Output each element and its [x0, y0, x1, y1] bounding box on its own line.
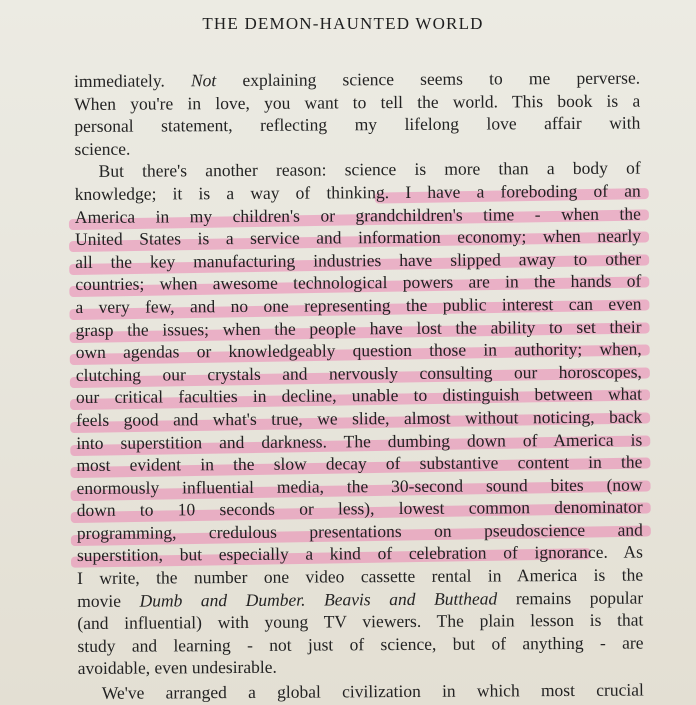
text-run: own agendas or knowledgeably question those in authority; when,: [75, 338, 642, 363]
text-run: our critical faculties in decline, unable to distinguish between what: [75, 383, 643, 408]
text-run: countries; when awesome technological powers are in the hands of: [75, 270, 642, 295]
text-run: We've arranged a global civilization in which most crucial: [101, 679, 644, 703]
text-run: remains popular: [497, 587, 644, 609]
text-run: knowledge; it is a way of thinking. I have a foreboding of an: [74, 180, 641, 204]
text-run: explaining science seems to me perverse.: [216, 67, 641, 91]
text-run: feels good and what's true, we slide, almost without noticing, back: [76, 406, 643, 430]
text-run: But there's another reason: science is more than a body of: [98, 157, 641, 182]
text-run: enormously influential media, the 30-second sound bites (now: [76, 474, 643, 498]
text-run: down to 10 seconds or less), lowest common denominator: [76, 496, 643, 521]
text-run: study and learning - not just of science, but of anything - are: [77, 632, 644, 656]
text-run: avoidable, even undesirable.: [77, 657, 277, 679]
text-run: I write, the number one video cassette rental in America is the: [77, 564, 644, 589]
text-run: personal statement, reflecting my lifelong love affair with: [74, 112, 641, 137]
italic-text: Not: [190, 70, 217, 91]
text-run: superstition, but especially a kind of celebration of ignorance. As: [76, 542, 644, 566]
text-run: into superstition and darkness. The dumbing down of America is: [76, 429, 643, 453]
text-run: immediately.: [74, 70, 192, 91]
text-line: [78, 679, 644, 705]
running-head: THE DEMON-HAUNTED WORLD: [202, 14, 484, 33]
text-run: United States is a service and information economy; when nearly: [74, 225, 642, 250]
text-run: all the key manufacturing industries have slipped away to other: [75, 248, 642, 272]
text-run: programming, credulous presentations on pseudoscience and: [76, 519, 643, 543]
text-run: movie: [77, 590, 140, 611]
text-run: (and influential) with young TV viewers. The plain lesson is that: [77, 609, 644, 634]
text-run: grasp the issues; when the people have lost the ability to set their: [75, 316, 642, 340]
text-run: America in my children's or grandchildren's time - when the: [74, 203, 641, 227]
text-run: clutching our crystals and nervously consulting our horoscopes,: [75, 361, 642, 385]
text-run: most evident in the slow decay of substantive content in the: [76, 451, 643, 476]
text-run: a very few, and no one representing the public interest can even: [75, 293, 642, 317]
text-line: [78, 654, 644, 680]
text-run: science.: [74, 138, 131, 159]
body-text: [74, 67, 644, 705]
italic-text: Dumb and Dumber. Beavis and Butthead: [139, 588, 498, 611]
text-run: When you're in love, you want to tell the world. This book is a: [74, 90, 641, 114]
